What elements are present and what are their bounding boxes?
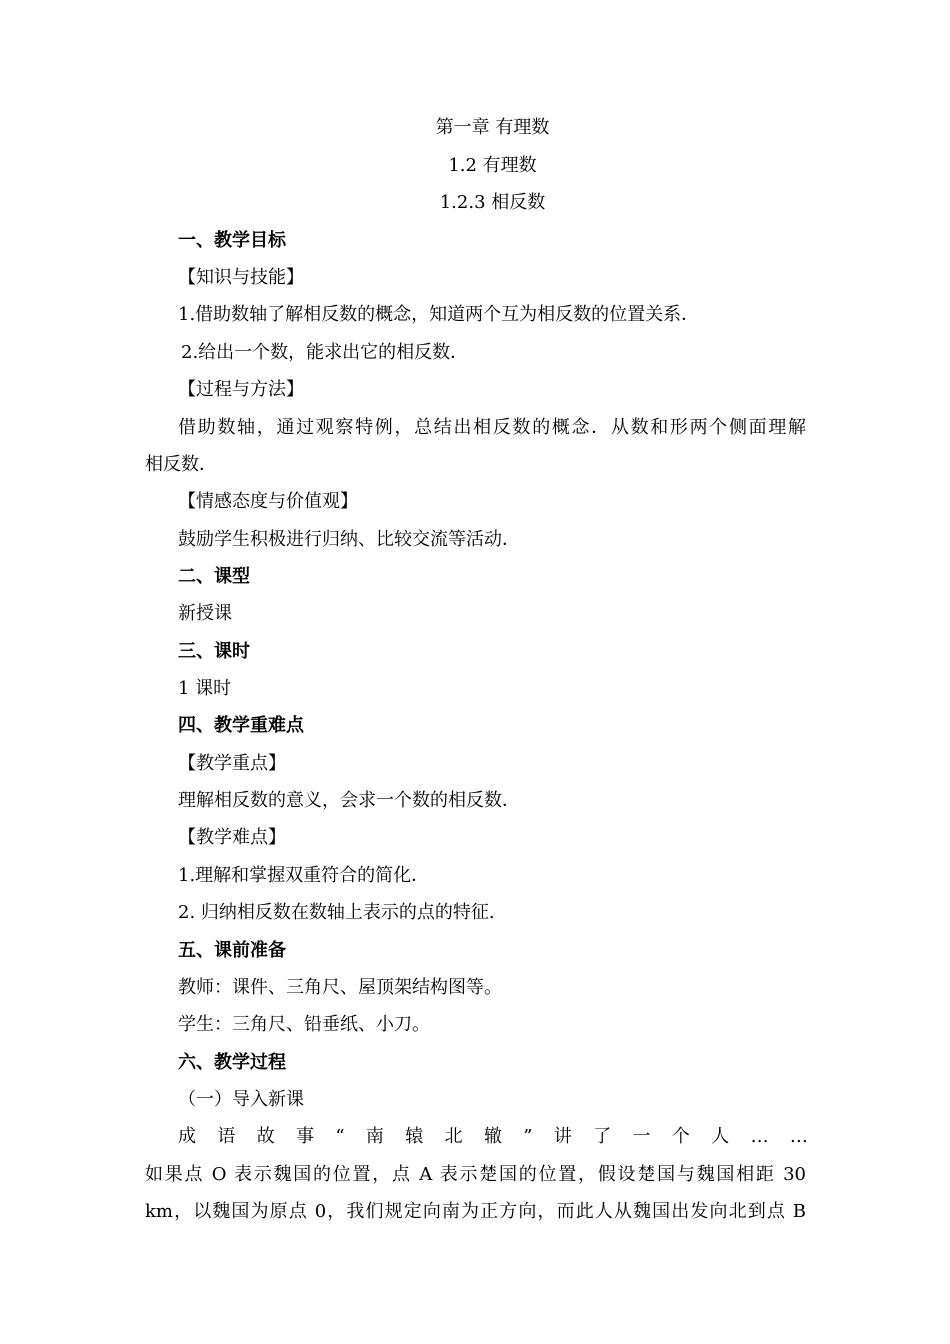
student-preparation: 学生：三角尺、铅垂纸、小刀。 (178, 1014, 430, 1035)
subsection-title: 1.2.3 相反数 (439, 192, 546, 213)
story-line-3: km，以魏国为原点 0，我们规定向南为正方向，而此人从魏国出发向北到点 B (145, 1201, 806, 1222)
story-char: … (789, 1126, 808, 1147)
story-char: 北 (444, 1126, 463, 1147)
story-char: 语 (217, 1126, 236, 1147)
story-char: 成 (178, 1126, 196, 1147)
lesson-hours-heading: 三、课时 (178, 641, 250, 662)
difficulty-item-2: 2. 归纳相反数在数轴上表示的点的特征. (178, 902, 495, 923)
section-title: 1.2 有理数 (448, 155, 537, 176)
story-char: 讲 (553, 1126, 572, 1147)
difficulty-label: 【教学难点】 (178, 827, 286, 848)
lesson-hours-value: 1 课时 (178, 678, 232, 699)
story-char: “ (335, 1126, 345, 1147)
story-char: 人 (711, 1126, 730, 1147)
focus-text: 理解相反数的意义，会求一个数的相反数． (178, 790, 520, 811)
chapter-title: 第一章 有理数 (435, 117, 550, 138)
story-char: … (750, 1126, 769, 1147)
teacher-preparation: 教师：课件、三角尺、屋顶架结构图等。 (178, 977, 502, 998)
key-points-heading: 四、教学重难点 (178, 715, 304, 736)
process-method-label: 【过程与方法】 (178, 379, 304, 400)
story-char: 故 (256, 1126, 275, 1147)
story-char: 辙 (483, 1126, 502, 1147)
process-method-line-2: 相反数． (145, 454, 217, 475)
story-char: 个 (671, 1126, 690, 1147)
emotion-label: 【情感态度与价值观】 (178, 491, 358, 512)
intro-label: （一）导入新课 (178, 1089, 304, 1110)
process-method-line-1: 借助数轴，通过观察特例，总结出相反数的概念．从数和形两个侧面理解 (178, 417, 806, 438)
focus-label: 【教学重点】 (178, 753, 286, 774)
story-char: 了 (593, 1126, 612, 1147)
process-heading: 六、教学过程 (178, 1052, 286, 1073)
story-char: 辕 (405, 1126, 424, 1147)
preparation-heading: 五、课前准备 (178, 940, 286, 961)
lesson-type-heading: 二、课型 (178, 566, 250, 587)
story-line-1 (178, 1125, 808, 1149)
story-line-2: 如果点 O 表示魏国的位置，点 A 表示楚国的位置，假设楚国与魏国相距 30 (145, 1164, 806, 1185)
emotion-text: 鼓励学生积极进行归纳、比较交流等活动． (178, 529, 520, 550)
story-char: 一 (632, 1126, 651, 1147)
story-char: 南 (365, 1126, 384, 1147)
lesson-type-value: 新授课 (178, 603, 232, 624)
difficulty-item-1: 1.理解和掌握双重符合的简化． (178, 865, 430, 886)
goals-heading: 一、教学目标 (178, 230, 286, 251)
knowledge-label: 【知识与技能】 (178, 267, 304, 288)
story-char: ” (523, 1126, 533, 1147)
knowledge-item-2: 2.给出一个数，能求出它的相反数． (181, 342, 469, 363)
knowledge-item-1: 1.借助数轴了解相反数的概念，知道两个互为相反数的位置关系． (178, 304, 700, 325)
story-char: 事 (296, 1126, 315, 1147)
